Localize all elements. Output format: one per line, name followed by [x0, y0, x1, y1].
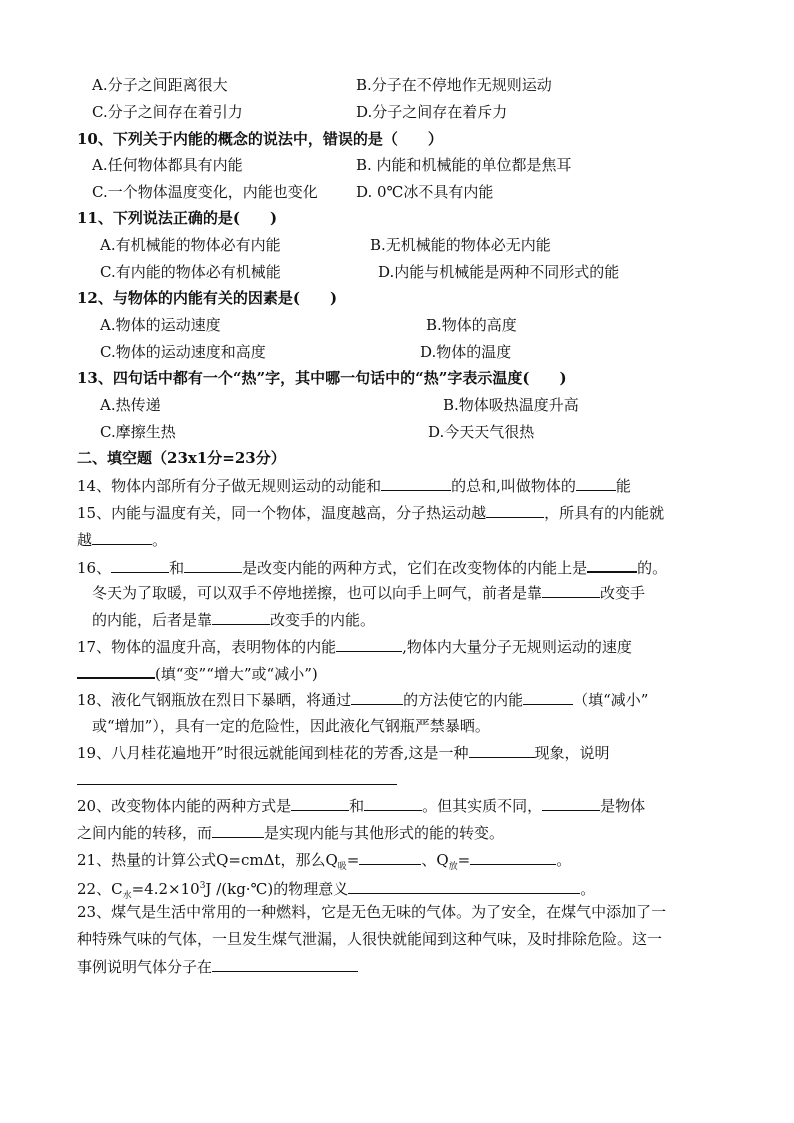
q18-line-1: 18、液化气钢瓶放在烈日下暴晒，将通过 的方法使它的内能 （填“减小” — [77, 691, 649, 709]
q20-line-1: 20、改变物体内能的两种方式是 和 。但其实质不同， 是物体 — [77, 797, 646, 815]
q18-line-2: 或“增加”），具有一定的危险性，因此液化气钢瓶严禁暴晒。 — [92, 717, 490, 735]
q16-blank-4[interactable] — [542, 582, 600, 598]
q9-option-d: D.分子之间存在着斥力 — [356, 103, 508, 121]
q14-blank-2[interactable] — [576, 475, 616, 491]
q13-stem: 13、四句话中都有一个“热”字，其中哪一句话中的“热”字表示温度( ) — [77, 369, 567, 387]
q20-line-2: 之间内能的转移，而 是实现内能与其他形式的能的转变。 — [77, 824, 505, 842]
q17-blank-2[interactable] — [77, 662, 155, 679]
q10-option-d: D. 0℃冰不具有内能 — [356, 183, 494, 201]
q19-blank-2[interactable] — [77, 769, 397, 785]
q17-line-1: 17、物体的温度升高，表明物体的内能 ,物体内大量分子无规则运动的速度 — [77, 638, 632, 656]
q22: 22、$C_水=4.2\times 10^3J$ /(kg·℃)的物理意义 。 — [77, 880, 596, 901]
q12-stem: 12、与物体的内能有关的因素是( ) — [77, 289, 338, 307]
q11-option-b: B.无机械能的物体必无内能 — [370, 236, 551, 254]
q16-blank-5[interactable] — [212, 609, 270, 625]
q21-blank-2[interactable] — [470, 849, 556, 865]
q13-option-d: D.今天天气很热 — [428, 423, 535, 441]
q15-line-2: 越 。 — [77, 531, 168, 549]
q10-option-a: A.任何物体都具有内能 — [92, 156, 243, 174]
q21: 21、热量的计算公式Q=cmΔt，那么$Q_吸=$ 、$Q_放=$ 。 — [77, 851, 572, 872]
q21-blank-1[interactable] — [359, 849, 421, 865]
q16-blank-2[interactable] — [184, 557, 242, 573]
q16-line-1: 16、 和 是改变内能的两种方式，它们在改变物体的内能上是 的。 — [77, 556, 667, 578]
q10-stem: 10、下列关于内能的概念的说法中，错误的是（ ） — [77, 130, 443, 148]
q23-blank[interactable] — [212, 956, 358, 972]
q16-blank-3[interactable] — [587, 556, 637, 573]
q19-line-2 — [77, 769, 397, 790]
q11-option-a: A.有机械能的物体必有内能 — [100, 236, 281, 254]
q20-blank-2[interactable] — [364, 795, 422, 811]
q15-blank-1[interactable] — [486, 502, 544, 518]
q9-option-a: A.分子之间距离很大 — [92, 76, 228, 94]
q18-blank-2[interactable] — [523, 689, 573, 705]
q14: 14、物体内部所有分子做无规则运动的动能和 的总和,叫做物体的 能 — [77, 477, 631, 495]
q13-option-b: B.物体吸热温度升高 — [443, 396, 579, 414]
q16-line-3: 的内能，后者是靠 改变手的内能。 — [92, 611, 376, 629]
q11-option-d: D.内能与机械能是两种不同形式的能 — [378, 263, 620, 281]
q12-option-c: C.物体的运动速度和高度 — [100, 343, 266, 361]
q19-blank-1[interactable] — [469, 742, 535, 758]
q9-option-c: C.分子之间存在着引力 — [92, 103, 243, 121]
q20-blank-3[interactable] — [542, 795, 600, 811]
q19-line-1: 19、八月桂花遍地开”时很远就能闻到桂花的芳香,这是一种 现象，说明 — [77, 744, 610, 762]
q23-line-2: 种特殊气味的气体，一旦发生煤气泄漏，人很快就能闻到这种气味，及时排除危险。这一 — [77, 930, 663, 948]
q13-option-a: A.热传递 — [100, 396, 161, 414]
q14-blank-1[interactable] — [381, 475, 451, 491]
q10-option-c: C.一个物体温度变化，内能也变化 — [92, 183, 318, 201]
q11-stem: 11、下列说法正确的是( ) — [77, 209, 278, 227]
q13-option-c: C.摩擦生热 — [100, 423, 176, 441]
section-heading: 二、填空题（23x1分=23分） — [77, 449, 286, 467]
q18-blank-1[interactable] — [351, 689, 403, 705]
q15-blank-2[interactable] — [92, 529, 152, 545]
q17-blank-1[interactable] — [336, 636, 402, 652]
q16-blank-1[interactable] — [111, 557, 169, 573]
q9-option-b: B.分子在不停地作无规则运动 — [356, 76, 552, 94]
q11-option-c: C.有内能的物体必有机械能 — [100, 263, 281, 281]
q12-option-a: A.物体的运动速度 — [100, 316, 221, 334]
q20-blank-4[interactable] — [212, 822, 264, 838]
q23-line-1: 23、煤气是生活中常用的一种燃料，它是无色无味的气体。为了安全，在煤气中添加了一 — [77, 903, 667, 921]
q10-option-b: B. 内能和机械能的单位都是焦耳 — [356, 156, 572, 174]
q15-line-1: 15、内能与温度有关，同一个物体，温度越高，分子热运动越 ，所具有的内能就 — [77, 504, 665, 522]
q16-line-2: 冬天为了取暖，可以双手不停地搓擦，也可以向手上呵气，前者是靠 改变手 — [92, 584, 646, 602]
q22-blank[interactable] — [348, 878, 580, 894]
q17-line-2: (填“变”“增大”或“减小”) — [77, 662, 318, 684]
q20-blank-1[interactable] — [291, 795, 349, 811]
q12-option-d: D.物体的温度 — [420, 343, 512, 361]
q23-line-3: 事例说明气体分子在 — [77, 956, 358, 977]
q12-option-b: B.物体的高度 — [426, 316, 517, 334]
